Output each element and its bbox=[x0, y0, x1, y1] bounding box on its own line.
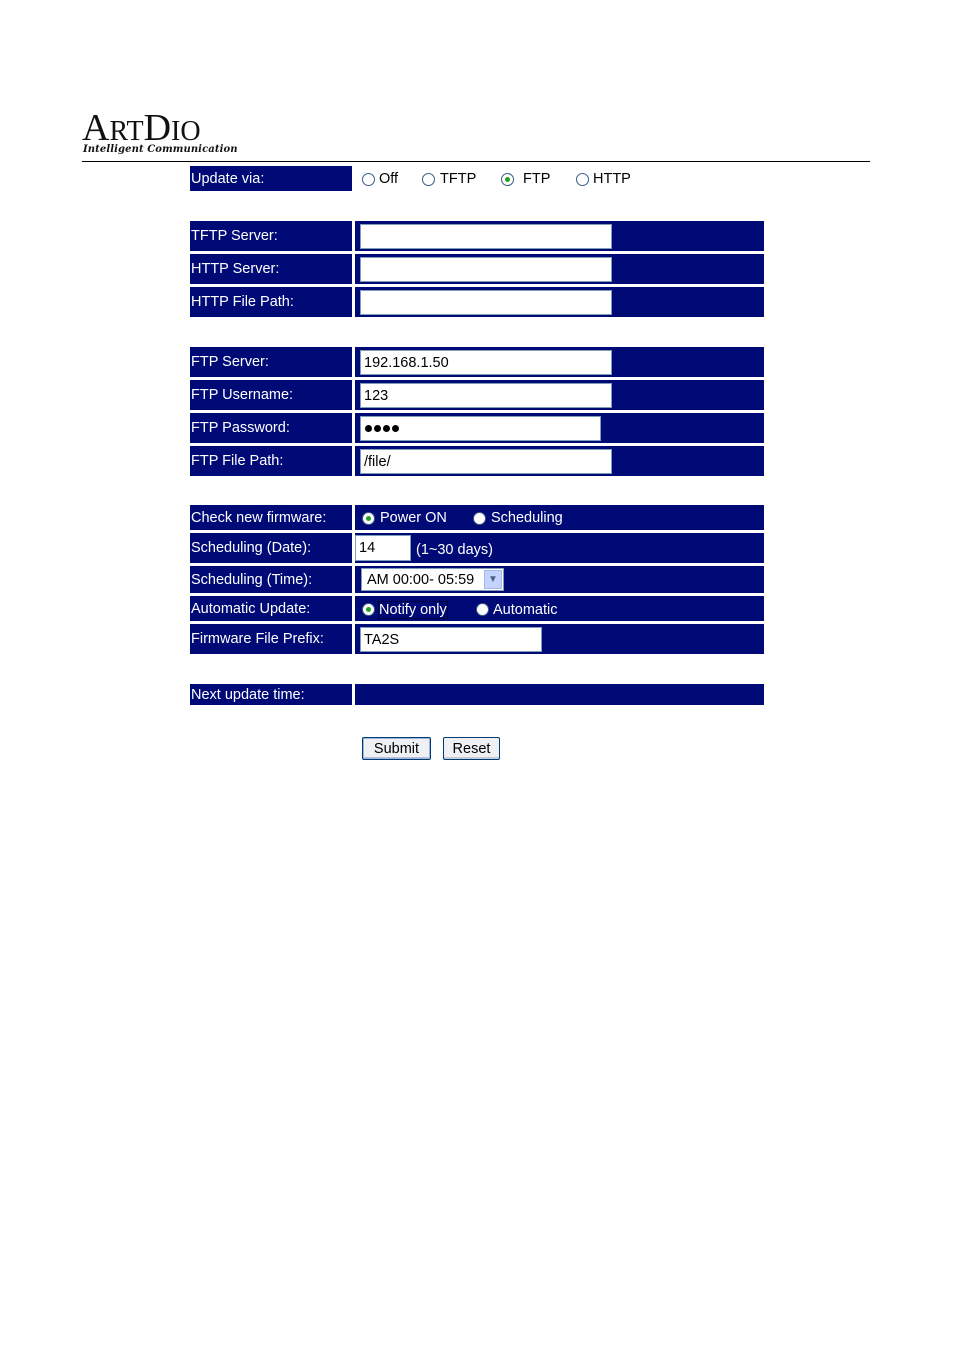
logo-tagline: Intelligent Communication bbox=[83, 144, 238, 155]
artdio-logo bbox=[82, 107, 238, 160]
power-on-label[interactable]: Power ON bbox=[380, 510, 447, 526]
automatic-radio[interactable] bbox=[476, 603, 489, 616]
logo-wordmark: ARTDIO bbox=[82, 107, 201, 149]
http-server-label: HTTP Server: bbox=[190, 254, 352, 284]
scheduling-date-label: Scheduling (Date): bbox=[190, 533, 352, 563]
update-via-ftp-radio[interactable] bbox=[501, 173, 514, 186]
next-update-time-label: Next update time: bbox=[190, 684, 352, 705]
ftp-username-label: FTP Username: bbox=[190, 380, 352, 410]
next-update-time-value bbox=[355, 684, 764, 705]
scheduling-time-label: Scheduling (Time): bbox=[190, 566, 352, 593]
password-dot bbox=[374, 425, 381, 432]
update-via-ftp-label[interactable]: FTP bbox=[523, 171, 551, 187]
notify-only-radio[interactable] bbox=[362, 603, 375, 616]
check-new-firmware-label: Check new firmware: bbox=[190, 505, 352, 530]
scheduling-label[interactable]: Scheduling bbox=[491, 510, 563, 526]
update-via-label: Update via: bbox=[190, 166, 352, 191]
ftp-username-input[interactable]: 123 bbox=[360, 383, 612, 408]
ftp-server-input[interactable]: 192.168.1.50 bbox=[360, 350, 612, 375]
ftp-server-label: FTP Server: bbox=[190, 347, 352, 377]
http-file-path-input[interactable] bbox=[360, 290, 612, 315]
header-divider bbox=[82, 161, 870, 162]
reset-button[interactable]: Reset bbox=[443, 737, 500, 760]
ftp-password-label: FTP Password: bbox=[190, 413, 352, 443]
update-via-http-radio[interactable] bbox=[576, 173, 589, 186]
update-via-http-label[interactable]: HTTP bbox=[593, 171, 631, 187]
update-via-off-label[interactable]: Off bbox=[379, 171, 399, 187]
update-via-tftp-radio[interactable] bbox=[422, 173, 435, 186]
chevron-down-icon[interactable]: ▼ bbox=[484, 570, 502, 589]
password-dot bbox=[365, 425, 372, 432]
firmware-file-prefix-label: Firmware File Prefix: bbox=[190, 624, 352, 654]
notify-only-label[interactable]: Notify only bbox=[379, 602, 447, 618]
ftp-password-input[interactable] bbox=[360, 416, 601, 441]
scheduling-time-value: AM 00:00- 05:59 bbox=[367, 571, 475, 588]
firmware-file-prefix-input[interactable]: TA2S bbox=[360, 627, 542, 652]
tftp-server-input[interactable] bbox=[360, 224, 612, 249]
password-mask bbox=[365, 425, 399, 432]
scheduling-radio[interactable] bbox=[473, 512, 486, 525]
scheduling-time-select[interactable] bbox=[361, 568, 504, 591]
automatic-update-label: Automatic Update: bbox=[190, 596, 352, 621]
submit-button[interactable]: Submit bbox=[362, 737, 431, 760]
http-file-path-label: HTTP File Path: bbox=[190, 287, 352, 317]
password-dot bbox=[392, 425, 399, 432]
update-via-tftp-label[interactable]: TFTP bbox=[440, 171, 477, 187]
tftp-server-label: TFTP Server: bbox=[190, 221, 352, 251]
password-dot bbox=[383, 425, 390, 432]
scheduling-date-hint: (1~30 days) bbox=[416, 542, 493, 558]
power-on-radio[interactable] bbox=[362, 512, 375, 525]
automatic-label[interactable]: Automatic bbox=[493, 602, 558, 618]
ftp-file-path-input[interactable]: /file/ bbox=[360, 449, 612, 474]
scheduling-date-input[interactable]: 14 bbox=[355, 535, 411, 561]
http-server-input[interactable] bbox=[360, 257, 612, 282]
ftp-file-path-label: FTP File Path: bbox=[190, 446, 352, 476]
update-via-off-radio[interactable] bbox=[362, 173, 375, 186]
